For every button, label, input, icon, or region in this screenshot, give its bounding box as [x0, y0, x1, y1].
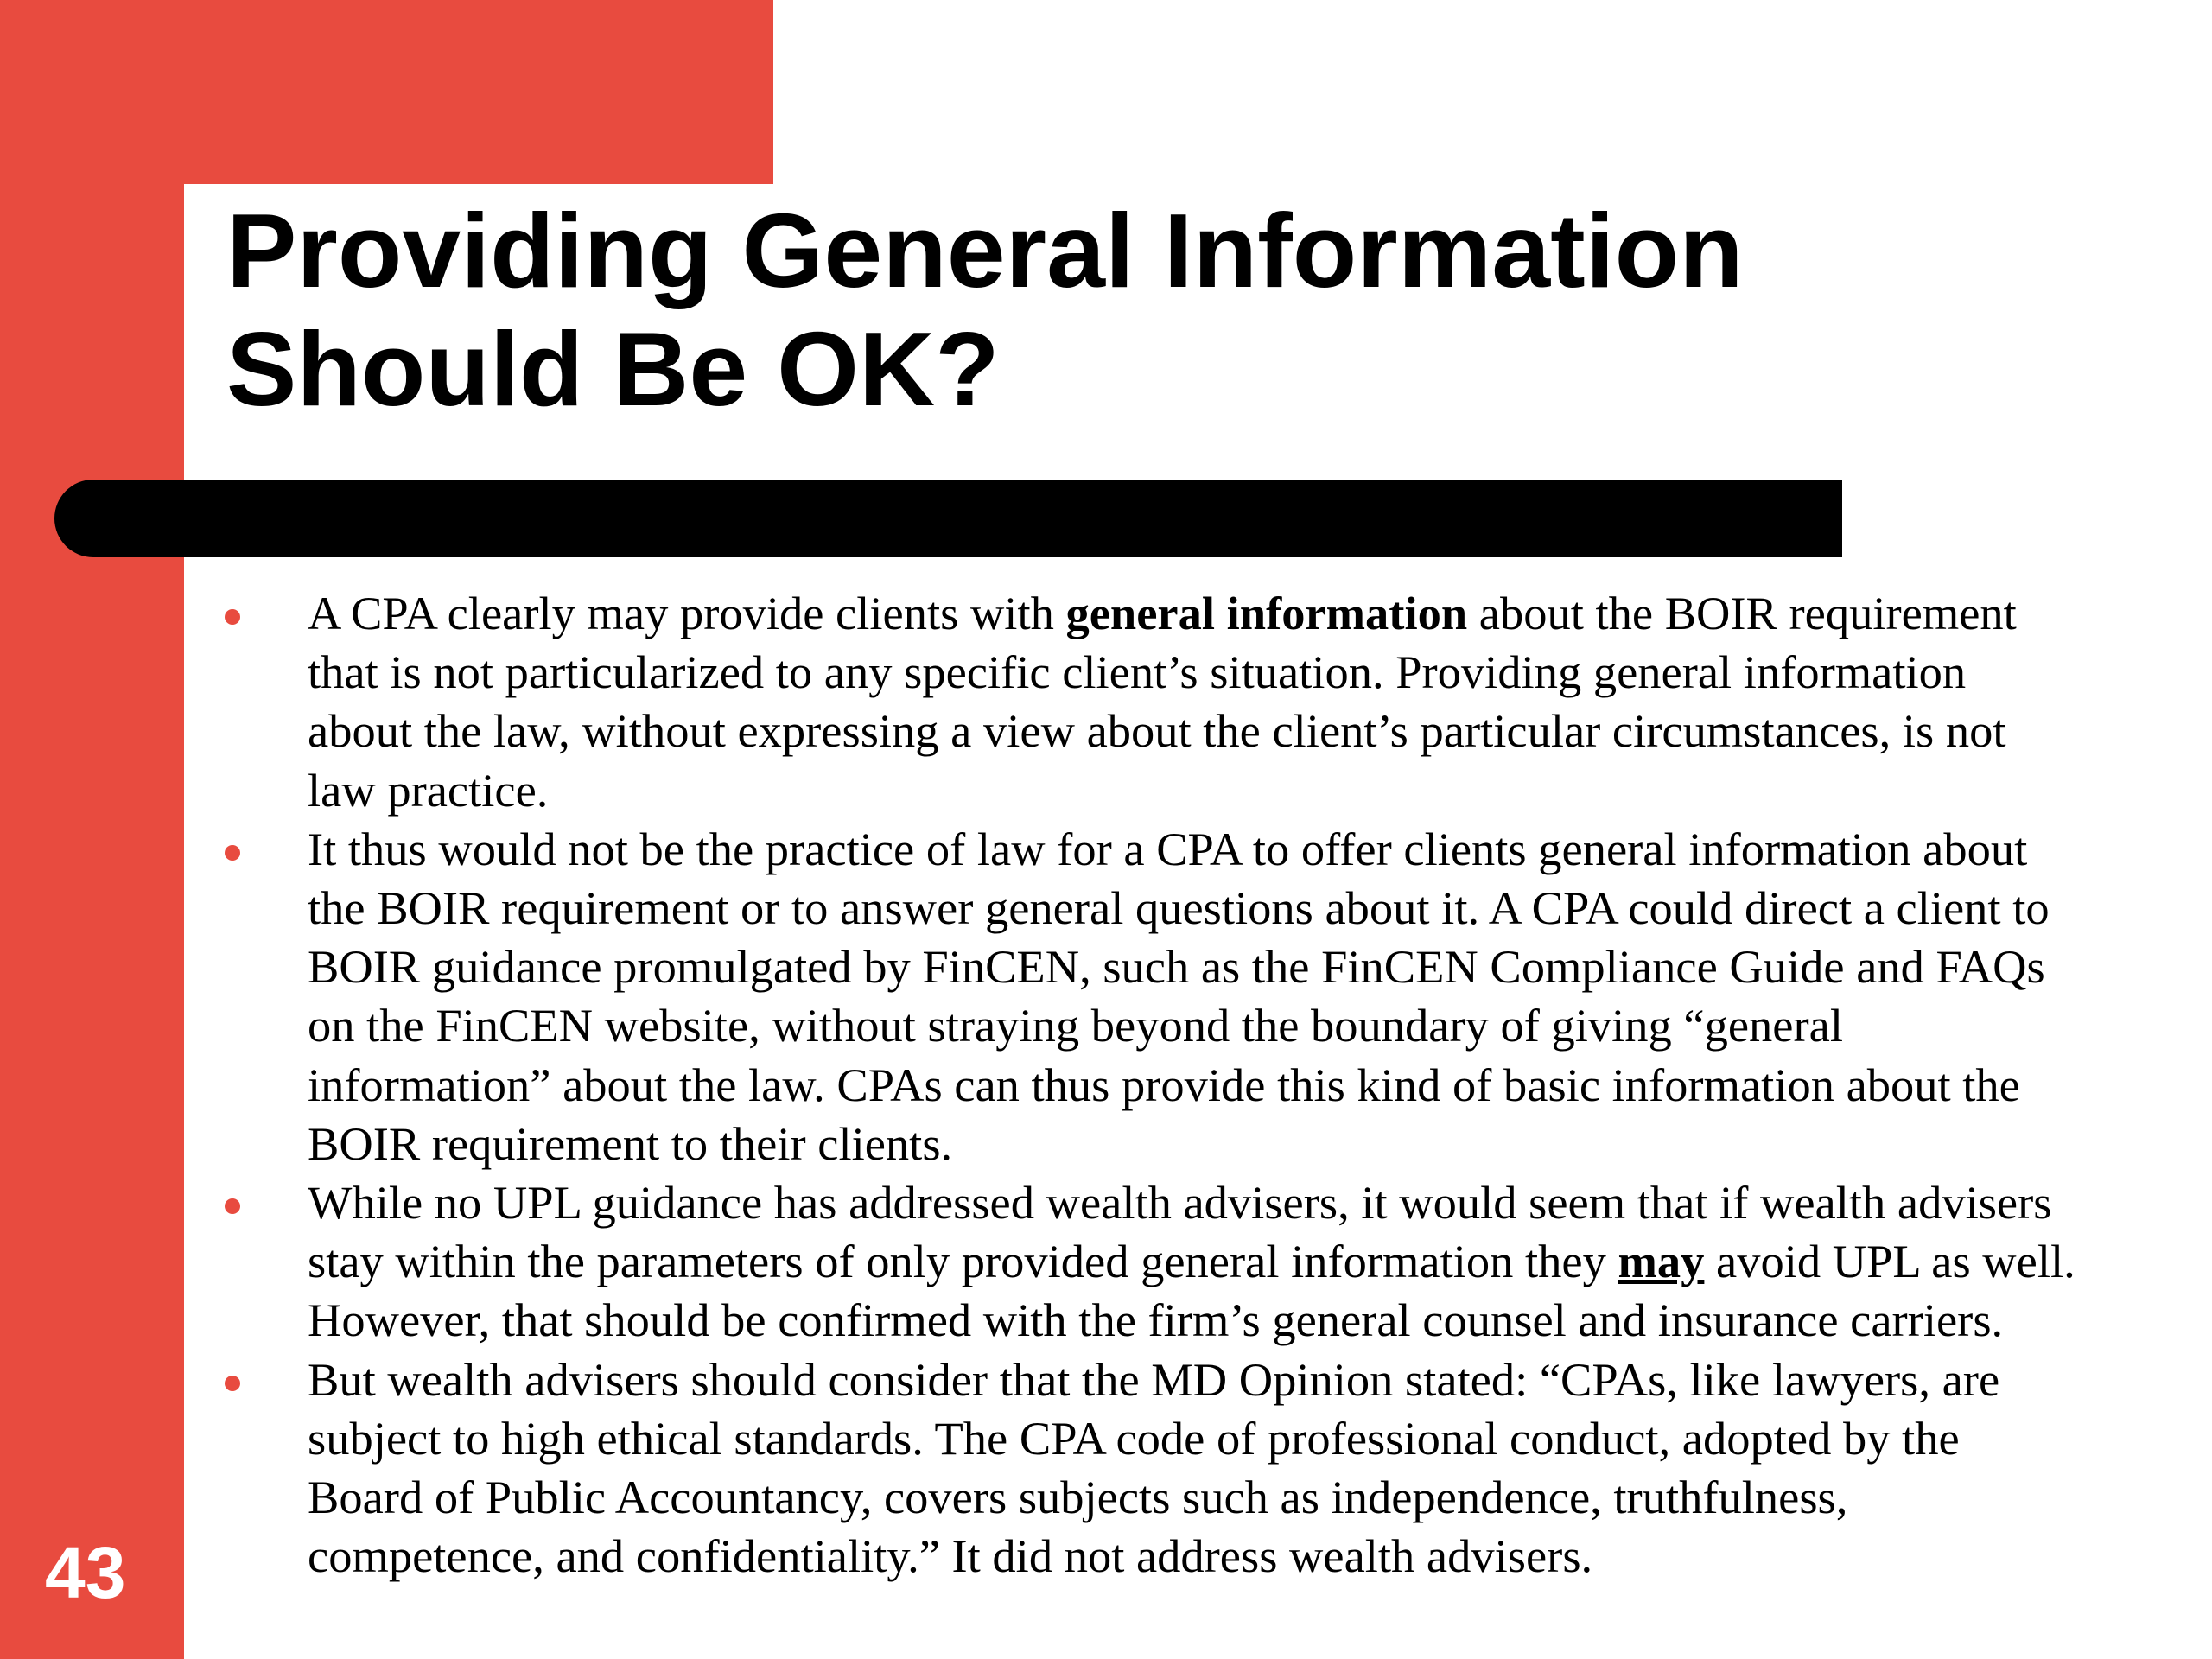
bullet-text-underlined: may: [1618, 1235, 1705, 1288]
bullet-item: [308, 820, 2079, 1173]
bullet-dot-icon: [225, 1376, 240, 1391]
page-number: 43: [45, 1532, 126, 1613]
bullet-dot-icon: [225, 609, 240, 625]
title-line-1: Providing General Information: [226, 192, 1744, 309]
title-divider-bar: [54, 480, 1842, 557]
bullet-text-bold: general information: [1065, 587, 1468, 639]
bullet-dot-icon: [225, 1198, 240, 1214]
bullet-list: [308, 584, 2079, 1586]
bullet-text-pre: While no UPL guidance has addressed wealth advisers, it would seem that if wealth advisers stay within the parameters of only provided general information they: [308, 1176, 2052, 1288]
bullet-text-post: about the BOIR requirement that is not particularized to any specific client’s situation. Providing general information about the law, without expressing a view about the client’s particular circumstances, is not law practice.: [308, 587, 2017, 817]
title-line-2: Should Be OK?: [226, 310, 1000, 428]
slide-title: [226, 192, 1868, 429]
bullet-text-pre: A CPA clearly may provide clients with: [308, 587, 1066, 639]
bullet-text: It thus would not be the practice of law for a CPA to offer clients general information about the BOIR requirement or to answer general questions about it. A CPA could direct a client to BOIR guidance promulgated by FinCEN, such as the FinCEN Compliance Guide and FAQs on the FinCEN website, without straying beyond the boundary of giving “general information” about the law. CPAs can thus provide this kind of basic information about the BOIR requirement to their clients.: [308, 822, 2050, 1170]
bullet-item: [308, 584, 2079, 820]
red-side-band: [0, 0, 184, 1659]
bullet-text: But wealth advisers should consider that the MD Opinion stated: “CPAs, like lawyers, are subject to high ethical standards. The CPA code of professional conduct, adopted by the Board of Public Accountancy, covers subjects such as independence, truthfulness, competence, and confidentiality.” It did not address wealth advisers.: [308, 1352, 2000, 1583]
bullet-text-post: avoid UPL as well. However, that should be confirmed with the firm’s general counsel and insurance carriers.: [308, 1235, 2075, 1347]
red-top-block: [0, 0, 773, 184]
bullet-item: [308, 1173, 2079, 1351]
bullet-item: [308, 1351, 2079, 1586]
bullet-dot-icon: [225, 845, 240, 861]
